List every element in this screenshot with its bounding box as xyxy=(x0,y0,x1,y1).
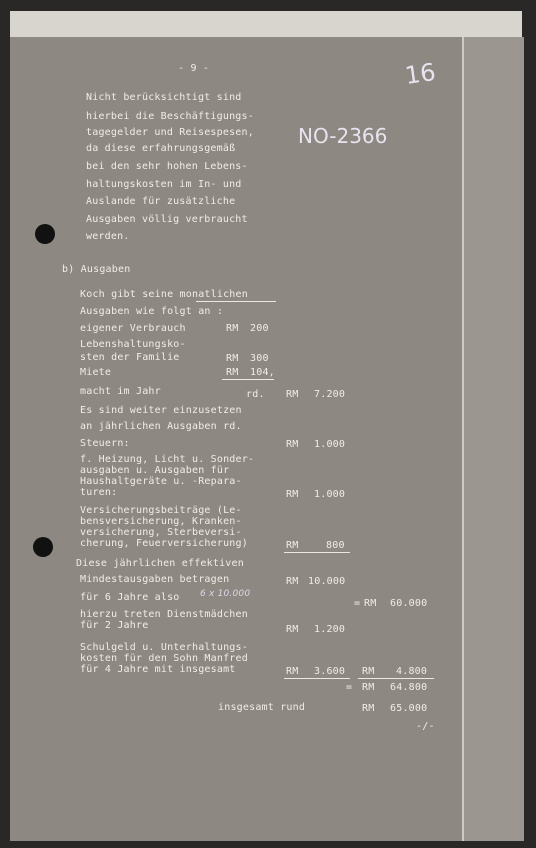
paragraph-line: haltungskosten im In- und xyxy=(86,179,242,190)
total-amount: 65.000 xyxy=(390,703,428,714)
monthly-currency: RM xyxy=(226,323,239,334)
monthly-currency: RM xyxy=(226,353,239,364)
school-line: für 4 Jahre mit insgesamt xyxy=(80,664,236,675)
underline xyxy=(284,678,350,679)
effective-line: Mindestausgaben betragen xyxy=(80,574,230,585)
item-amount: 800 xyxy=(326,540,345,551)
page-number: - 9 - xyxy=(178,63,210,74)
paragraph-line: bei den sehr hohen Lebens- xyxy=(86,161,248,172)
monthly-label: sten der Familie xyxy=(80,352,180,363)
total-currency: RM xyxy=(362,703,375,714)
intro-line: Ausgaben wie folgt an : xyxy=(80,306,224,317)
paragraph-line: Nicht berücksichtigt sind xyxy=(86,92,242,103)
handwritten-note: 6 x 10.000 xyxy=(200,589,251,599)
handwritten-page-number: 16 xyxy=(403,58,438,90)
monthly-amount: 104, xyxy=(250,367,275,378)
paragraph-line: da diese erfahrungsgemäß xyxy=(86,143,236,154)
school-amount: 3.600 xyxy=(314,666,346,677)
item-line: versicherung, Sterbeversi- xyxy=(80,527,242,538)
subtotal-eq: = xyxy=(346,682,353,693)
item-line: Versicherungsbeiträge (Le- xyxy=(80,505,242,516)
school-amount-total: 4.800 xyxy=(396,666,428,677)
monthly-label: eigener Verbrauch xyxy=(80,323,186,334)
paragraph-line: hierbei die Beschäftigungs- xyxy=(86,111,254,122)
paragraph-line: Ausgaben völlig verbraucht xyxy=(86,214,248,225)
page-top-edge xyxy=(10,11,522,37)
monthly-label: Lebenshaltungsko- xyxy=(80,339,186,350)
item-line: f. Heizung, Licht u. Sonder- xyxy=(80,454,255,465)
subtotal-amount: 64.800 xyxy=(390,682,428,693)
six-years-label: für 6 Jahre also xyxy=(80,592,180,603)
subtotal-currency: RM xyxy=(362,682,375,693)
annual-intro-line: an jährlichen Ausgaben rd. xyxy=(80,421,242,432)
item-line: Steuern: xyxy=(80,438,130,449)
monthly-label: Miete xyxy=(80,367,112,378)
item-currency: RM xyxy=(286,540,299,551)
maids-line: hierzu treten Dienstmädchen xyxy=(80,609,248,620)
school-currency-total: RM xyxy=(362,666,375,677)
monthly-amount: 200 xyxy=(250,323,269,334)
paragraph-line: Auslande für zusätzliche xyxy=(86,196,236,207)
monthly-currency: RM xyxy=(226,367,239,378)
six-years-eq: = xyxy=(354,598,361,609)
school-line: Schulgeld u. Unterhaltungs- xyxy=(80,642,248,653)
annual-intro-line: Es sind weiter einzusetzen xyxy=(80,405,242,416)
section-heading: b) Ausgaben xyxy=(62,264,131,275)
total-label: insgesamt rund xyxy=(218,702,306,713)
item-line: Haushaltgeräte u. -Repara- xyxy=(80,476,242,487)
punch-hole xyxy=(35,224,55,244)
effective-currency: RM xyxy=(286,576,299,587)
underline xyxy=(284,552,350,553)
year-label: macht im Jahr xyxy=(80,386,161,397)
document-id-stamp: NO-2366 xyxy=(298,124,388,148)
six-years-amount: 60.000 xyxy=(390,598,428,609)
six-years-currency: RM xyxy=(364,598,377,609)
year-currency: RM xyxy=(286,389,299,400)
item-currency: RM xyxy=(286,489,299,500)
item-amount: 1.000 xyxy=(314,489,346,500)
page-right-edge xyxy=(462,37,524,841)
item-amount: 1.000 xyxy=(314,439,346,450)
maids-amount: 1.200 xyxy=(314,624,346,635)
item-line: turen: xyxy=(80,487,118,498)
item-line: ausgaben u. Ausgaben für xyxy=(80,465,230,476)
maids-line: für 2 Jahre xyxy=(80,620,149,631)
end-mark: -/- xyxy=(416,721,435,732)
paragraph-line: werden. xyxy=(86,231,130,242)
item-line: bensversicherung, Kranken- xyxy=(80,516,242,527)
monthly-amount: 300 xyxy=(250,353,269,364)
item-line: cherung, Feuerversicherung) xyxy=(80,538,248,549)
underline xyxy=(358,678,434,679)
paragraph-line: tagegelder und Reisespesen, xyxy=(86,127,254,138)
intro-line: Koch gibt seine monatlichen xyxy=(80,289,248,300)
punch-hole xyxy=(33,537,53,557)
underline xyxy=(222,379,274,380)
effective-line: Diese jährlichen effektiven xyxy=(76,558,244,569)
underline xyxy=(196,301,276,302)
effective-amount: 10.000 xyxy=(308,576,346,587)
school-currency: RM xyxy=(286,666,299,677)
school-line: kosten für den Sohn Manfred xyxy=(80,653,248,664)
maids-currency: RM xyxy=(286,624,299,635)
item-currency: RM xyxy=(286,439,299,450)
year-amount: 7.200 xyxy=(314,389,346,400)
year-rd: rd. xyxy=(246,389,265,400)
